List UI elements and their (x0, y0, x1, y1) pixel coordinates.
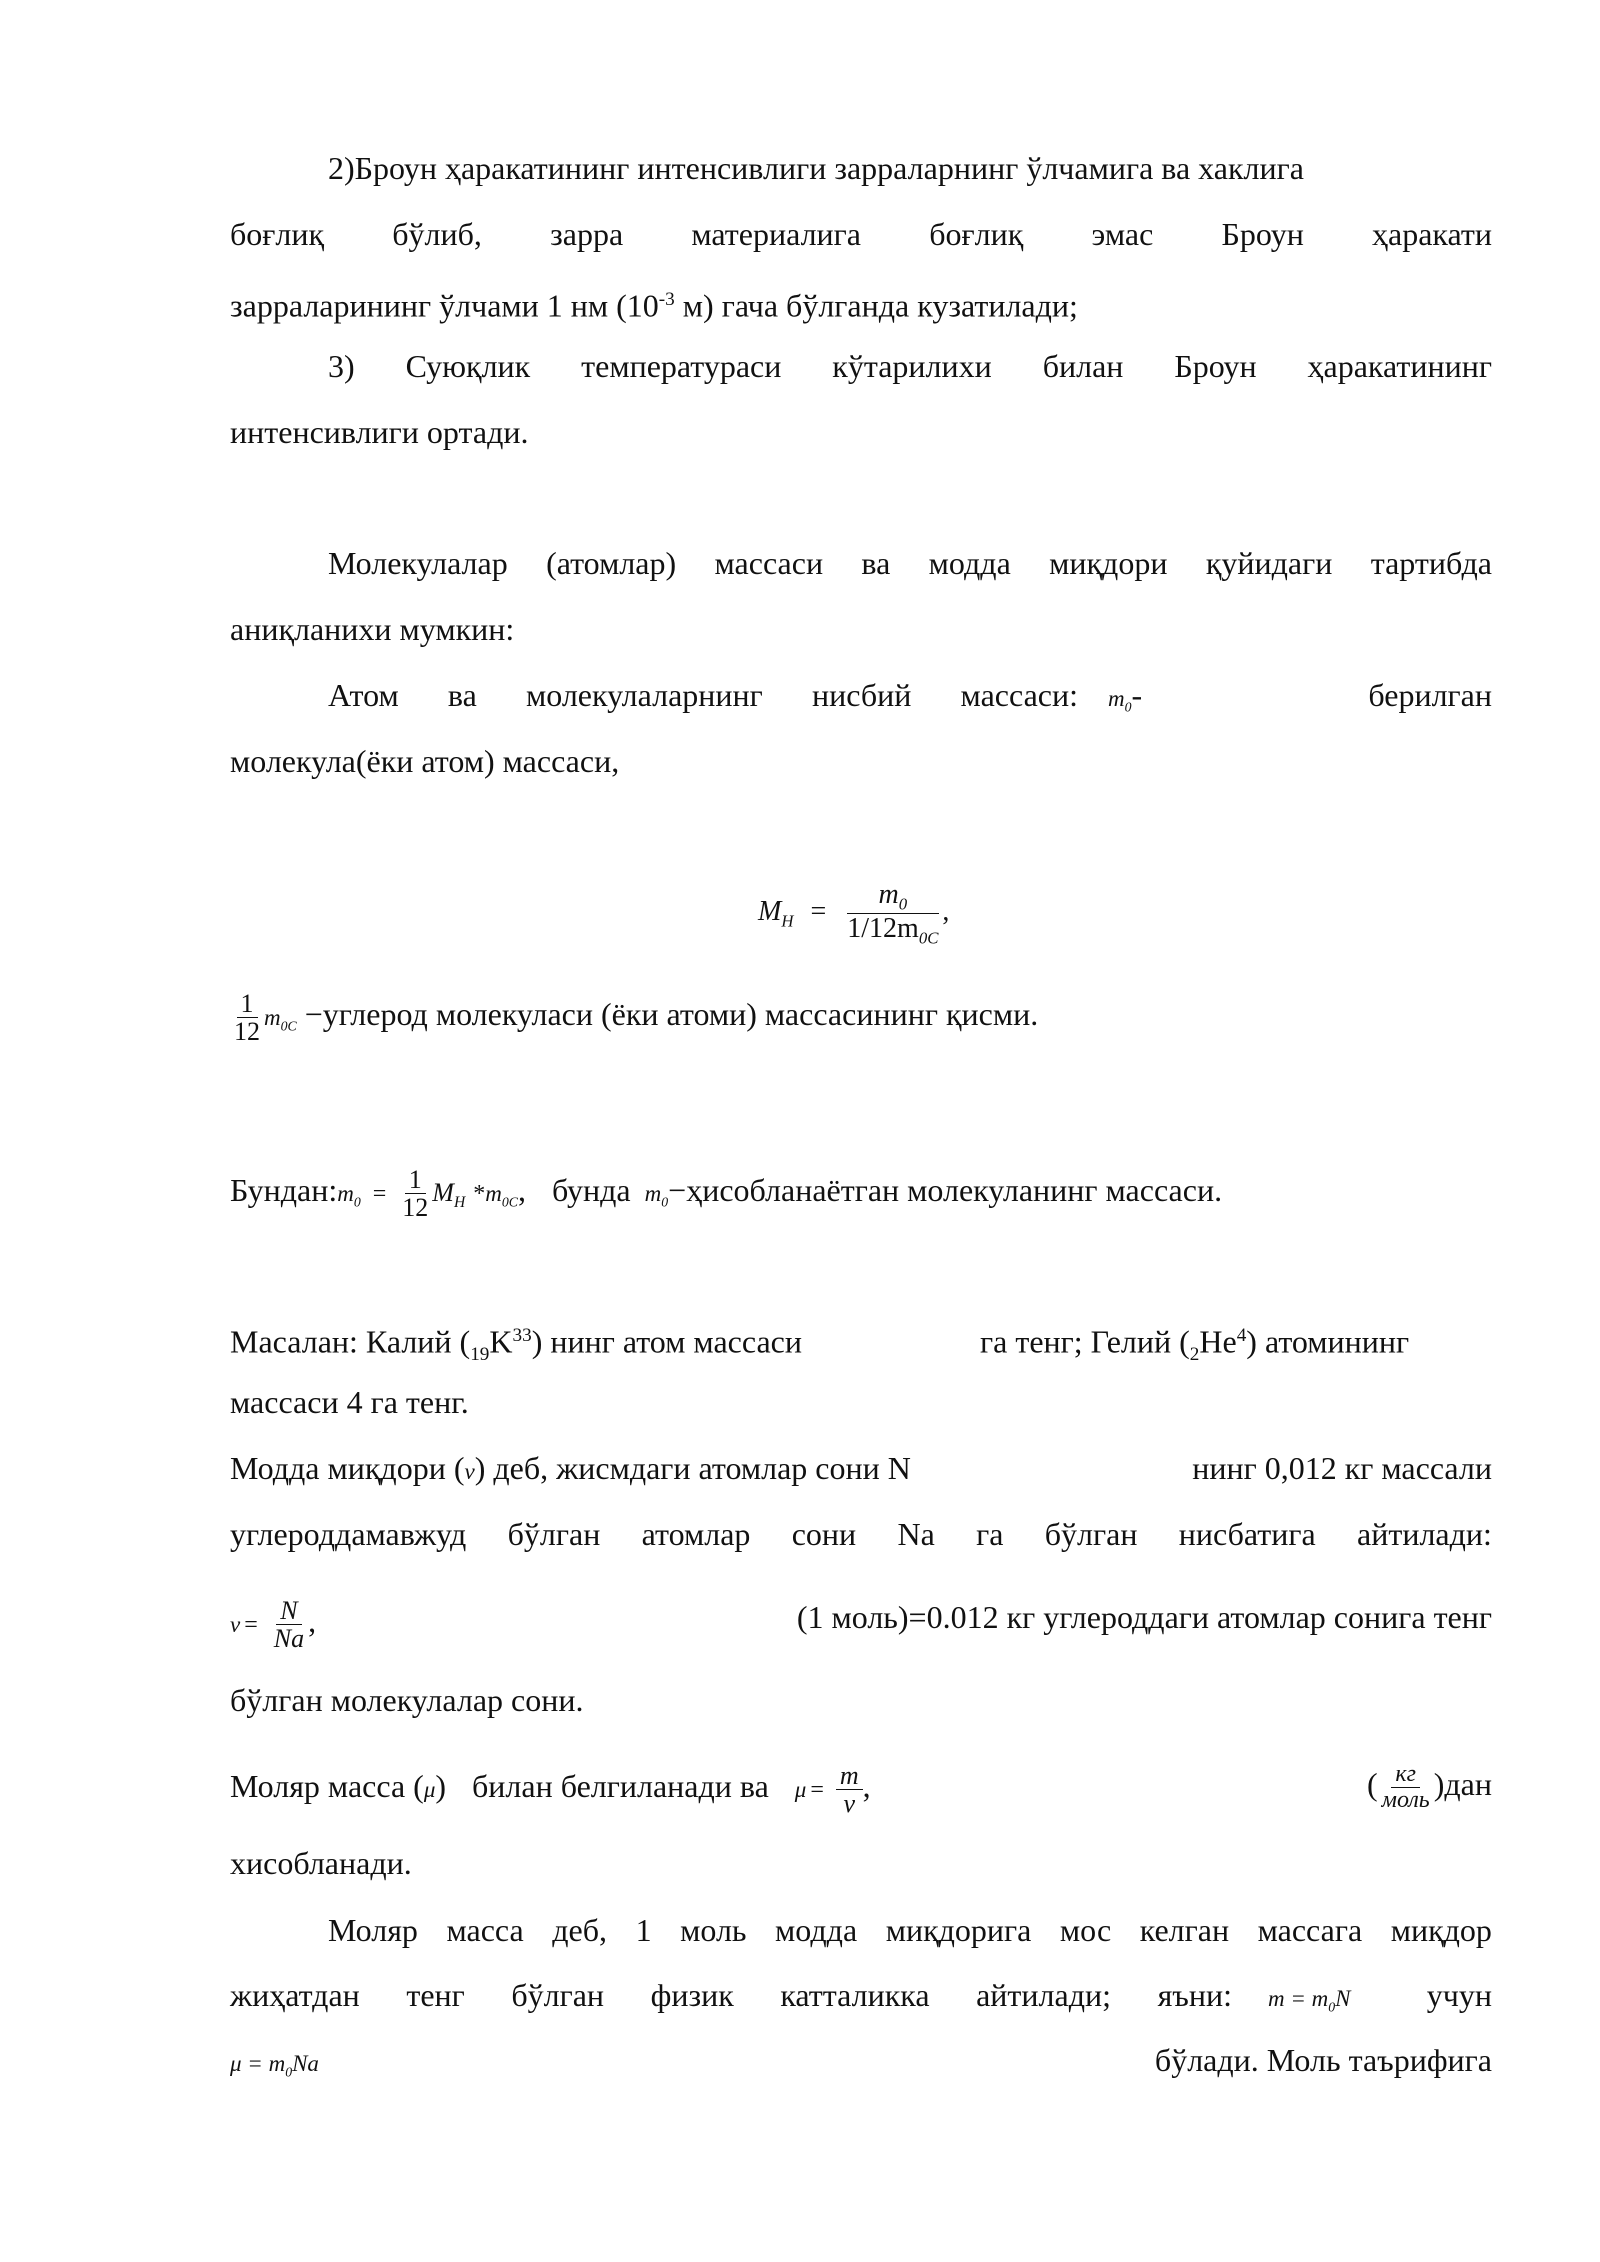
amount-line1: Модда миқдори (ν) деб, жисмдаги атомлар сони N нинг 0,012 кг массали (230, 1450, 1492, 1486)
unit-kg-per-mol: ( $\frac{кг}{\text{моль}}$ )дан (1366, 1761, 1492, 1814)
molar-line2: хисобланади. (230, 1845, 412, 1881)
formula-fraction: $\frac{m_0}{1/12m_{0C}}$ (847, 879, 939, 948)
molar-def-line1-word: мос (1059, 1912, 1112, 1948)
p1-line1: 2)Броун ҳаракатининг интенсивлиги зарраларнинг ўлчамига ва хаклига (328, 150, 1304, 186)
molar-def-line1-word: модда (775, 1912, 858, 1948)
amount-line2-word: атомлар (641, 1516, 751, 1552)
p1-line2 (230, 214, 1492, 254)
p3-line1-word: қуйидаги (1205, 545, 1333, 581)
molar-def-line2-word: катталикка (780, 1977, 930, 2013)
mu-symbol: μ (423, 1777, 436, 1803)
p1-line2-word: эмас (1091, 216, 1154, 252)
formula-molar-relative: $M_H$ = $\frac{m_0}{1/12m_{0C}}$ , (758, 879, 950, 948)
p3-line1-word: ва (861, 545, 891, 581)
amount-line2-word: Na (897, 1516, 935, 1552)
amount-line4: бўлган молекулалар сони. (230, 1682, 584, 1718)
amount-line2-word: углероддамавжуд (230, 1516, 467, 1552)
molar-def-line1-word: моль (680, 1912, 747, 1948)
molar-def-line3: $\mu = m_0Na$ бўлади. Моль таърифига (230, 2042, 1492, 2080)
example-line2: массаси 4 га тенг. (230, 1384, 469, 1420)
p4-line1: Атом ва молекулаларнинг нисбий массаси: $m_0-$ берилган (328, 677, 1492, 715)
p4-line2: молекула(ёки атом) массаси, (230, 743, 620, 779)
molar-def-line2-word: бўлган (511, 1977, 605, 2013)
p1-line2-word: боғлиқ (230, 216, 325, 252)
p2-line1-word: температураси (581, 348, 782, 384)
molar-def-line1-word: 1 (635, 1912, 652, 1948)
p4-line1-word: Атом (328, 677, 399, 713)
carbon-line: $\frac{1}{12}$ $m_{0C}$ −углерод молекуласи (ёки атоми) массасининг қисми. (230, 990, 1038, 1047)
amount-line2 (230, 1514, 1492, 1554)
p4-words (328, 675, 1078, 715)
example-line1: Масалан: Калий $(_{19}K^{33})$ нинг атом массаси га тенг; Гелий $(_2He^4)$ атомининг (230, 1323, 1410, 1366)
p2-line1 (328, 346, 1492, 386)
molar-def-line1-word: Моляр (328, 1912, 418, 1948)
p4-line1-word: ва (447, 677, 477, 713)
molar-def-line2-word: тенг (406, 1977, 465, 2013)
p3-line2: аниқланихи мумкин: (230, 611, 515, 647)
amount-line2-word: сони (791, 1516, 857, 1552)
p2-line2: интенсивлиги ортади. (230, 414, 529, 450)
amount-line2-word: бўлган (507, 1516, 601, 1552)
molar-def-line1 (328, 1910, 1492, 1950)
p2-line1-word: билан (1042, 348, 1124, 384)
amount-line2-word: бўлган (1044, 1516, 1138, 1552)
m-over-nu-fraction: $\frac{m}{\nu}$ (836, 1762, 863, 1818)
p3-line1 (328, 543, 1492, 583)
p4-line1-word: нисбий (811, 677, 912, 713)
molar-def-line2-word: жиҳатдан (230, 1977, 360, 2013)
p2-line1-word: Суюқлик (405, 348, 531, 384)
amount-line2-word: айтилади: (1357, 1516, 1492, 1552)
p3-line1-word: (атомлар) (546, 545, 677, 581)
molar-def-line1-word: келган (1139, 1912, 1230, 1948)
p3-line1-word: тартибда (1370, 545, 1492, 581)
one-twelfth-fraction: $\frac{1}{12}$ (234, 989, 260, 1047)
molar-def-line1-word: масса (446, 1912, 524, 1948)
molar-def-line1-word: миқдор (1390, 1912, 1492, 1948)
nu-symbol: ν (464, 1459, 475, 1484)
p3-line1-word: миқдори (1049, 545, 1168, 581)
p2-line1-word: ҳаракатининг (1307, 348, 1492, 384)
p1-line2-word: боғлиқ (929, 216, 1024, 252)
amount-line2-word: нисбатига (1178, 1516, 1316, 1552)
p1-line2-word: зарра (550, 216, 624, 252)
p3-line1-word: Молекулалар (328, 545, 508, 581)
p1-line2-word: материалига (691, 216, 861, 252)
molar-def-words (230, 1975, 1232, 2015)
molar-def-line2-word: айтилади; (976, 1977, 1111, 2013)
amount-line2-word: га (976, 1516, 1004, 1552)
p1-line3: зарраларининг ўлчами 1 нм ($10^{-3}$ м) гача бўлганда кузатилади; (230, 287, 1078, 324)
p2-line1-word: Броун (1174, 348, 1257, 384)
p4-line1-word: молекулаларнинг (525, 677, 763, 713)
p2-line1-word: кўтарилихи (832, 348, 992, 384)
bundan-fraction: $\frac{1}{12}$ (402, 1165, 429, 1223)
p1-line2-word: ҳаракати (1372, 216, 1492, 252)
p1-line2-word: Броун (1221, 216, 1304, 252)
p4-line1-word: массаси: (960, 677, 1078, 713)
n-over-na-fraction: $\frac{N}{Na}$ (273, 1596, 305, 1654)
bundan-line: $Бундан:m_0$ = $\frac{1}{12}$ $M_H$ $*m_{0C}$, бунда $m_0-ҳисобланаётган$ молекуланинг массаси. (230, 1165, 1223, 1223)
molar-def-line1-word: массага (1257, 1912, 1363, 1948)
p3-line1-word: массаси (714, 545, 824, 581)
m0-symbol: $m_0$ (1108, 686, 1132, 715)
molar-def-line1-word: деб, (552, 1912, 608, 1948)
molar-line1: Моляр масса (μ) билан белгиланади ва μ = $\frac{m}{\nu}$ , ( $\frac{кг}{\text{моль}}$ )дан (230, 1761, 1492, 1819)
molar-def-line2-word: яъни: (1157, 1977, 1232, 2013)
molar-def-line2-word: физик (650, 1977, 734, 2013)
p3-line1-word: модда (928, 545, 1011, 581)
amount-line3: ν = $\frac{N}{Na}$ , (1 моль)=0.012 кг углероддаги атомлар сонига тенг (230, 1596, 1492, 1654)
p1-line2-word: бўлиб, (392, 216, 482, 252)
p2-line1-word: 3) (328, 348, 355, 384)
molar-def-line2: жиҳатдан тенг бўлган физик катталикка айтилади; яъни: $m = m_0N$ учун (230, 1977, 1492, 2015)
molar-def-line1-word: миқдорига (885, 1912, 1032, 1948)
